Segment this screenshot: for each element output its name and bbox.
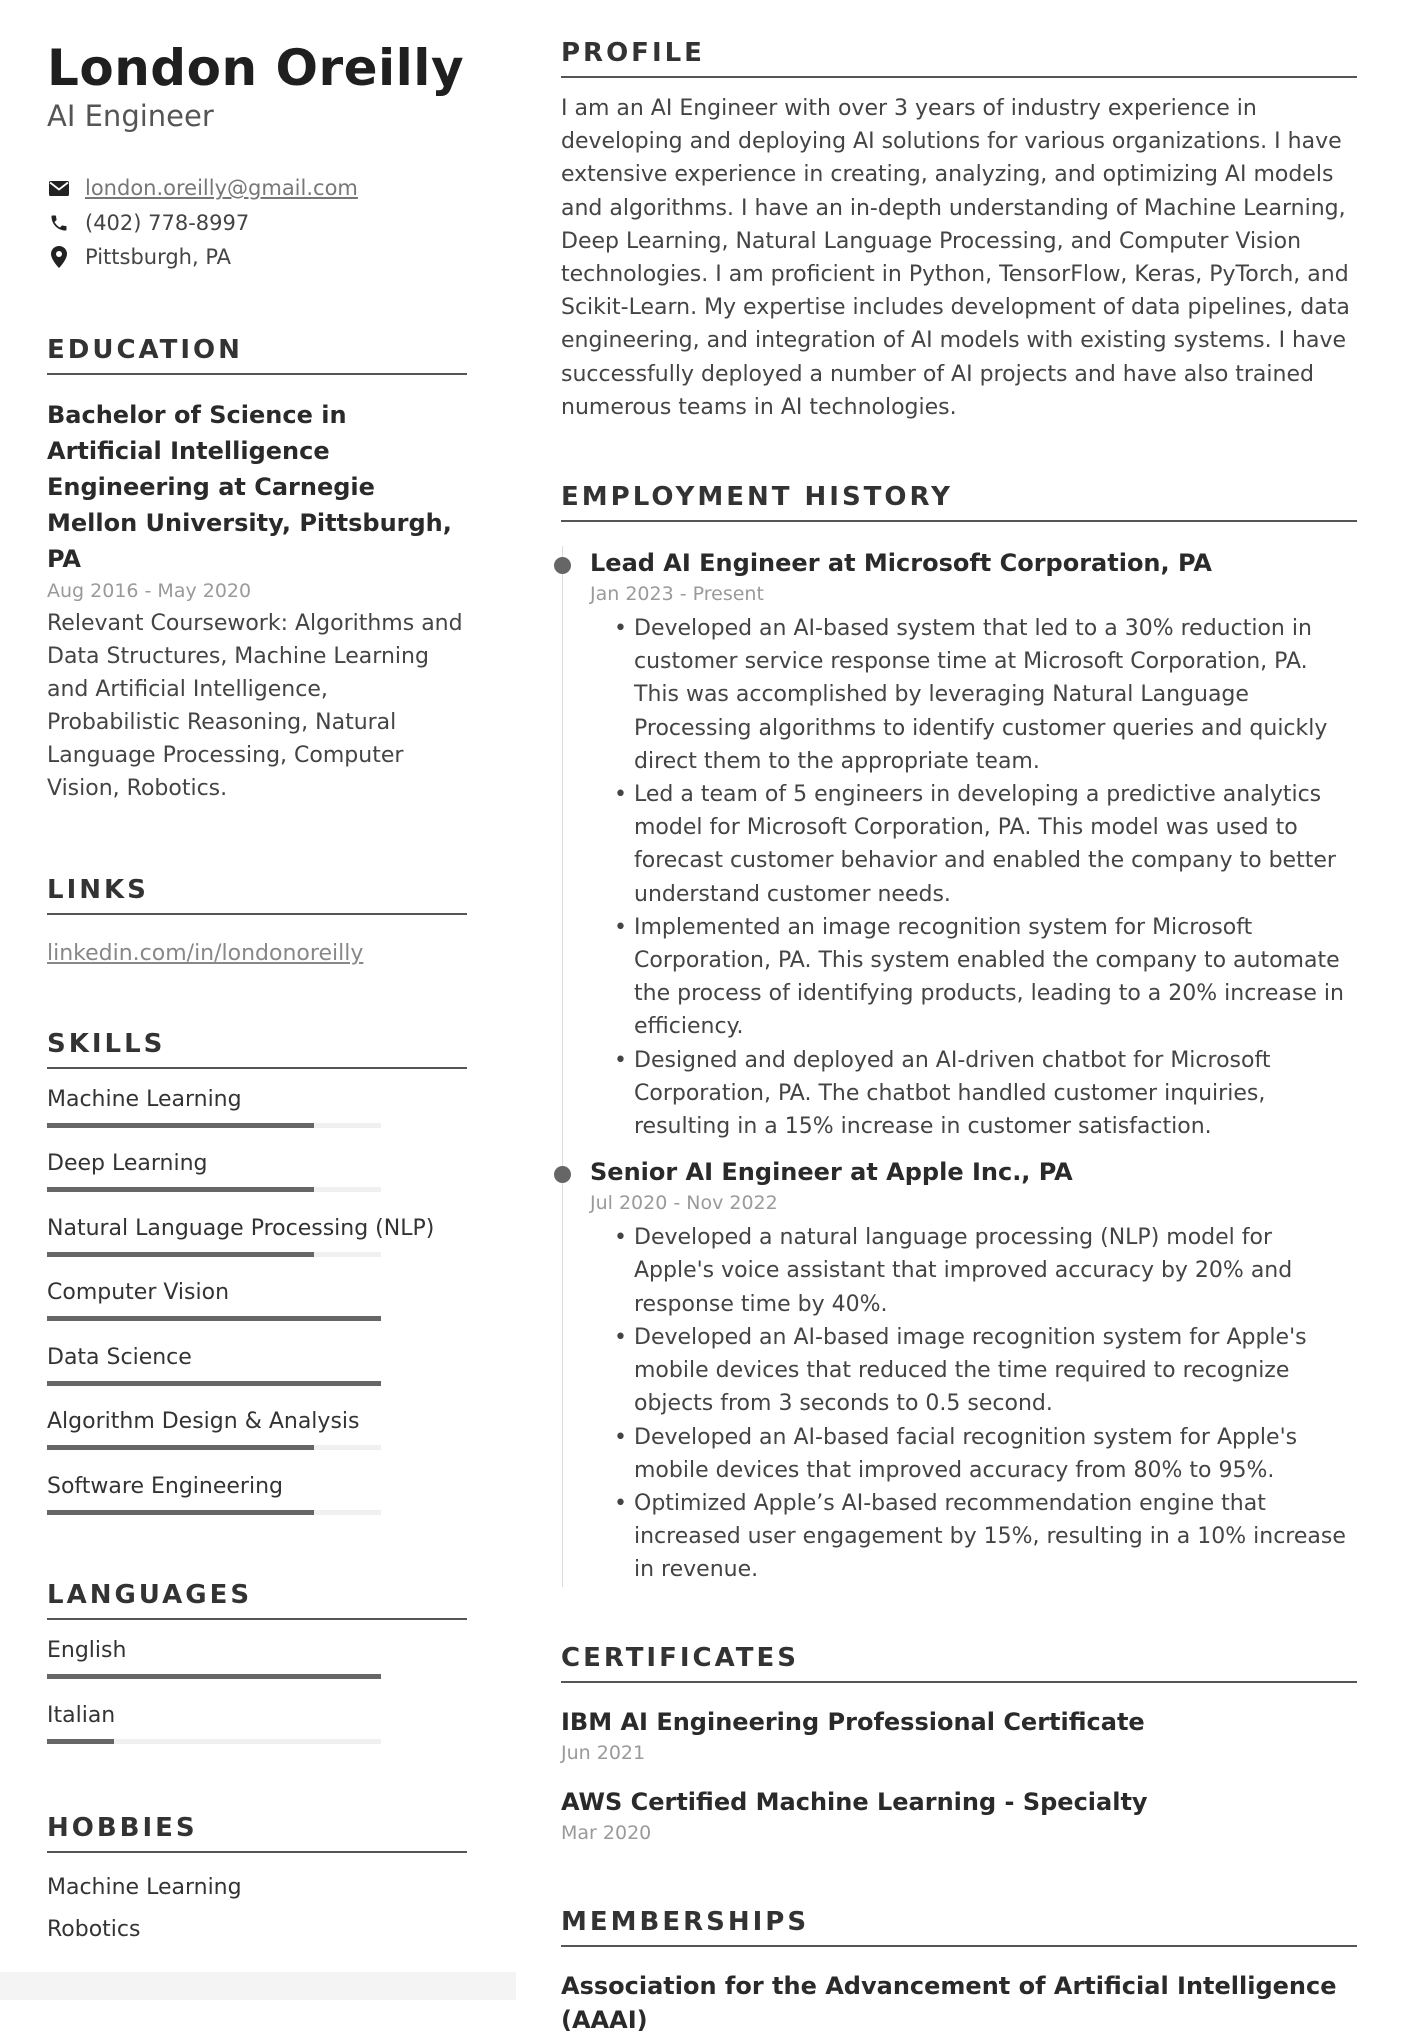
location-text: Pittsburgh, PA: [85, 245, 232, 270]
language-item: [47, 1620, 467, 1685]
skill-level-bar: [47, 1445, 381, 1450]
timeline-dot-icon: [554, 557, 571, 574]
skill-name: Algorithm Design & Analysis: [47, 1409, 360, 1434]
education-description: Relevant Coursework: Algorithms and Data Structures, Machine Learning and Artificial Intelligence, Probabilistic Reasoning, Natural Language Processing, Computer Vision, Robotics.: [47, 610, 463, 801]
skill-level-fill: [47, 1510, 314, 1515]
job-bullet: • Led a team of 5 engineers in developing a predictive analytics model for Microsoft Corporation, PA. This model was used to forecast customer behavior and enabled the company to better understand customer needs.: [590, 778, 1357, 911]
language-level-fill: [47, 1674, 381, 1679]
certificates-section: [561, 1641, 1357, 1847]
job-bullet: • Optimized Apple’s AI-based recommendation engine that increased user engagement by 15%, resulting in a 10% increase in revenue.: [590, 1487, 1357, 1587]
profile-text: I am an AI Engineer with over 3 years of industry experience in developing and deploying AI solutions for various organizations. I have extensive experience in creating, analyzing, and optimizing AI models and algorithms. I have an in-depth understanding of Machine Learning, Deep Learning, Natural Language Processing, and Computer Vision technologies. I am proficient in Python, TensorFlow, Keras, PyTorch, and Scikit-Learn. My expertise includes development of data pipelines, data engineering, and integration of AI models with existing systems. I have successfully deployed a number of AI projects and have also trained numerous teams in AI technologies.: [561, 96, 1350, 420]
links-section: [47, 873, 467, 971]
certificate-name: AWS Certified Machine Learning - Specialty: [561, 1787, 1148, 1816]
language-level-bar: [47, 1739, 381, 1744]
education-heading: EDUCATION: [47, 333, 467, 375]
hobby-item: Machine Learning: [47, 1875, 242, 1900]
job-bullet: • Designed and deployed an AI-driven chatbot for Microsoft Corporation, PA. The chatbot handled customer inquiries, resulting in a 15% increase in customer satisfaction.: [590, 1044, 1357, 1144]
skills-section: [47, 1027, 467, 1521]
language-level-bar: [47, 1674, 381, 1679]
skill-name: Software Engineering: [47, 1473, 283, 1499]
certificates-heading: CERTIFICATES: [561, 1641, 1357, 1683]
job-bullets: [590, 612, 1357, 1143]
skill-level-bar: [47, 1510, 381, 1515]
certificate-date: Mar 2020: [561, 1821, 652, 1844]
hobbies-list: [47, 1867, 467, 1951]
skill-level-bar: [47, 1123, 381, 1128]
job-dates: Jan 2023 - Present: [590, 583, 764, 606]
memberships-section: [561, 1905, 1357, 2037]
contact-block: [47, 171, 467, 275]
certificate-date: Jun 2021: [561, 1741, 646, 1764]
contact-location-row: [47, 240, 467, 275]
right-column: [561, 36, 1357, 2037]
job-bullet: • Developed an AI-based system that led to a 30% reduction in customer service response time at Microsoft Corporation, PA. This was accomplished by leveraging Natural Language Processing algorithms to identify customer queries and quickly direct them to the appropriate team.: [590, 612, 1357, 778]
email-link[interactable]: london.oreilly@gmail.com: [85, 176, 358, 201]
skill-level-bar: [47, 1381, 381, 1386]
phone-number: (402) 778-8997: [85, 210, 250, 235]
skill-level-fill: [47, 1445, 314, 1450]
job-bullet: • Implemented an image recognition system for Microsoft Corporation, PA. This system enabled the company to automate the process of identifying products, leading to a 20% increase in efficiency.: [590, 911, 1357, 1044]
profile-section: [561, 36, 1357, 424]
skill-name: Deep Learning: [47, 1151, 208, 1176]
language-level-fill: [47, 1739, 114, 1744]
hobbies-section: [47, 1811, 467, 1951]
memberships-heading: MEMBERSHIPS: [561, 1905, 1357, 1947]
skill-name: Natural Language Processing (NLP): [47, 1215, 435, 1241]
timeline-dot-icon: [554, 1166, 571, 1183]
employment-heading: EMPLOYMENT HISTORY: [561, 480, 1357, 522]
skills-heading: SKILLS: [47, 1027, 467, 1069]
skill-item: [47, 1133, 467, 1198]
map-pin-icon: [47, 245, 71, 269]
profile-heading: PROFILE: [561, 36, 1357, 78]
job-dates: Jul 2020 - Nov 2022: [590, 1192, 778, 1215]
job-bullet: • Developed a natural language processing (NLP) model for Apple's voice assistant that improved accuracy by 20% and response time by 40%.: [590, 1221, 1357, 1321]
candidate-name: London Oreilly: [47, 39, 465, 97]
job-bullet: • Developed an AI-based facial recognition system for Apple's mobile devices that improved accuracy from 80% to 95%.: [590, 1421, 1357, 1487]
phone-icon: [47, 211, 71, 235]
skill-level-fill: [47, 1316, 381, 1321]
skill-name: Data Science: [47, 1344, 192, 1370]
certificate-item: [561, 1785, 1357, 1847]
job-entry: [562, 546, 1357, 1143]
languages-heading: LANGUAGES: [47, 1578, 467, 1620]
skill-item: [47, 1391, 467, 1456]
job-title: Lead AI Engineer at Microsoft Corporation, PA: [590, 549, 1212, 578]
certificate-name: IBM AI Engineering Professional Certificate: [561, 1707, 1145, 1736]
skill-item: [47, 1327, 467, 1392]
job-bullets: [590, 1221, 1357, 1586]
contact-email-row: [47, 171, 467, 206]
envelope-icon: [47, 176, 71, 200]
skill-level-fill: [47, 1123, 314, 1128]
page-footer-strip: [0, 1972, 516, 2000]
language-item: [47, 1685, 467, 1750]
skill-item: [47, 1262, 467, 1327]
candidate-title: AI Engineer: [47, 99, 214, 133]
skill-name: Machine Learning: [47, 1086, 242, 1112]
skill-level-bar: [47, 1252, 381, 1257]
hobby-item: Robotics: [47, 1917, 141, 1942]
languages-section: [47, 1578, 467, 1749]
skill-level-bar: [47, 1316, 381, 1321]
skill-item: [47, 1456, 467, 1521]
employment-section: [561, 480, 1357, 1586]
job-bullet: • Developed an AI-based image recognition system for Apple's mobile devices that reduced the time required to recognize objects from 3 seconds to 0.5 second.: [590, 1321, 1357, 1421]
skill-item: [47, 1198, 467, 1263]
skill-level-fill: [47, 1381, 381, 1386]
skill-level-fill: [47, 1252, 314, 1257]
education-dates: Aug 2016 - May 2020: [47, 579, 252, 602]
left-column: [47, 38, 467, 1951]
job-title: Senior AI Engineer at Apple Inc., PA: [590, 1158, 1073, 1187]
education-section: [47, 333, 467, 805]
language-name: Italian: [47, 1702, 116, 1728]
skill-level-fill: [47, 1187, 314, 1192]
certificate-item: [561, 1705, 1357, 1767]
skill-name: Computer Vision: [47, 1280, 230, 1305]
links-heading: LINKS: [47, 873, 467, 915]
skill-level-bar: [47, 1187, 381, 1192]
job-entry: [562, 1143, 1357, 1586]
linkedin-link[interactable]: linkedin.com/in/londonoreilly: [47, 940, 364, 966]
education-degree: Bachelor of Science in Artificial Intelligence Engineering at Carnegie Mellon University, Pittsburgh, PA: [47, 400, 452, 573]
hobbies-heading: HOBBIES: [47, 1811, 467, 1853]
language-name: English: [47, 1638, 127, 1663]
contact-phone-row: [47, 206, 467, 241]
membership-item: Association for the Advancement of Artificial Intelligence (AAAI): [561, 1971, 1337, 2034]
skill-item: [47, 1069, 467, 1134]
